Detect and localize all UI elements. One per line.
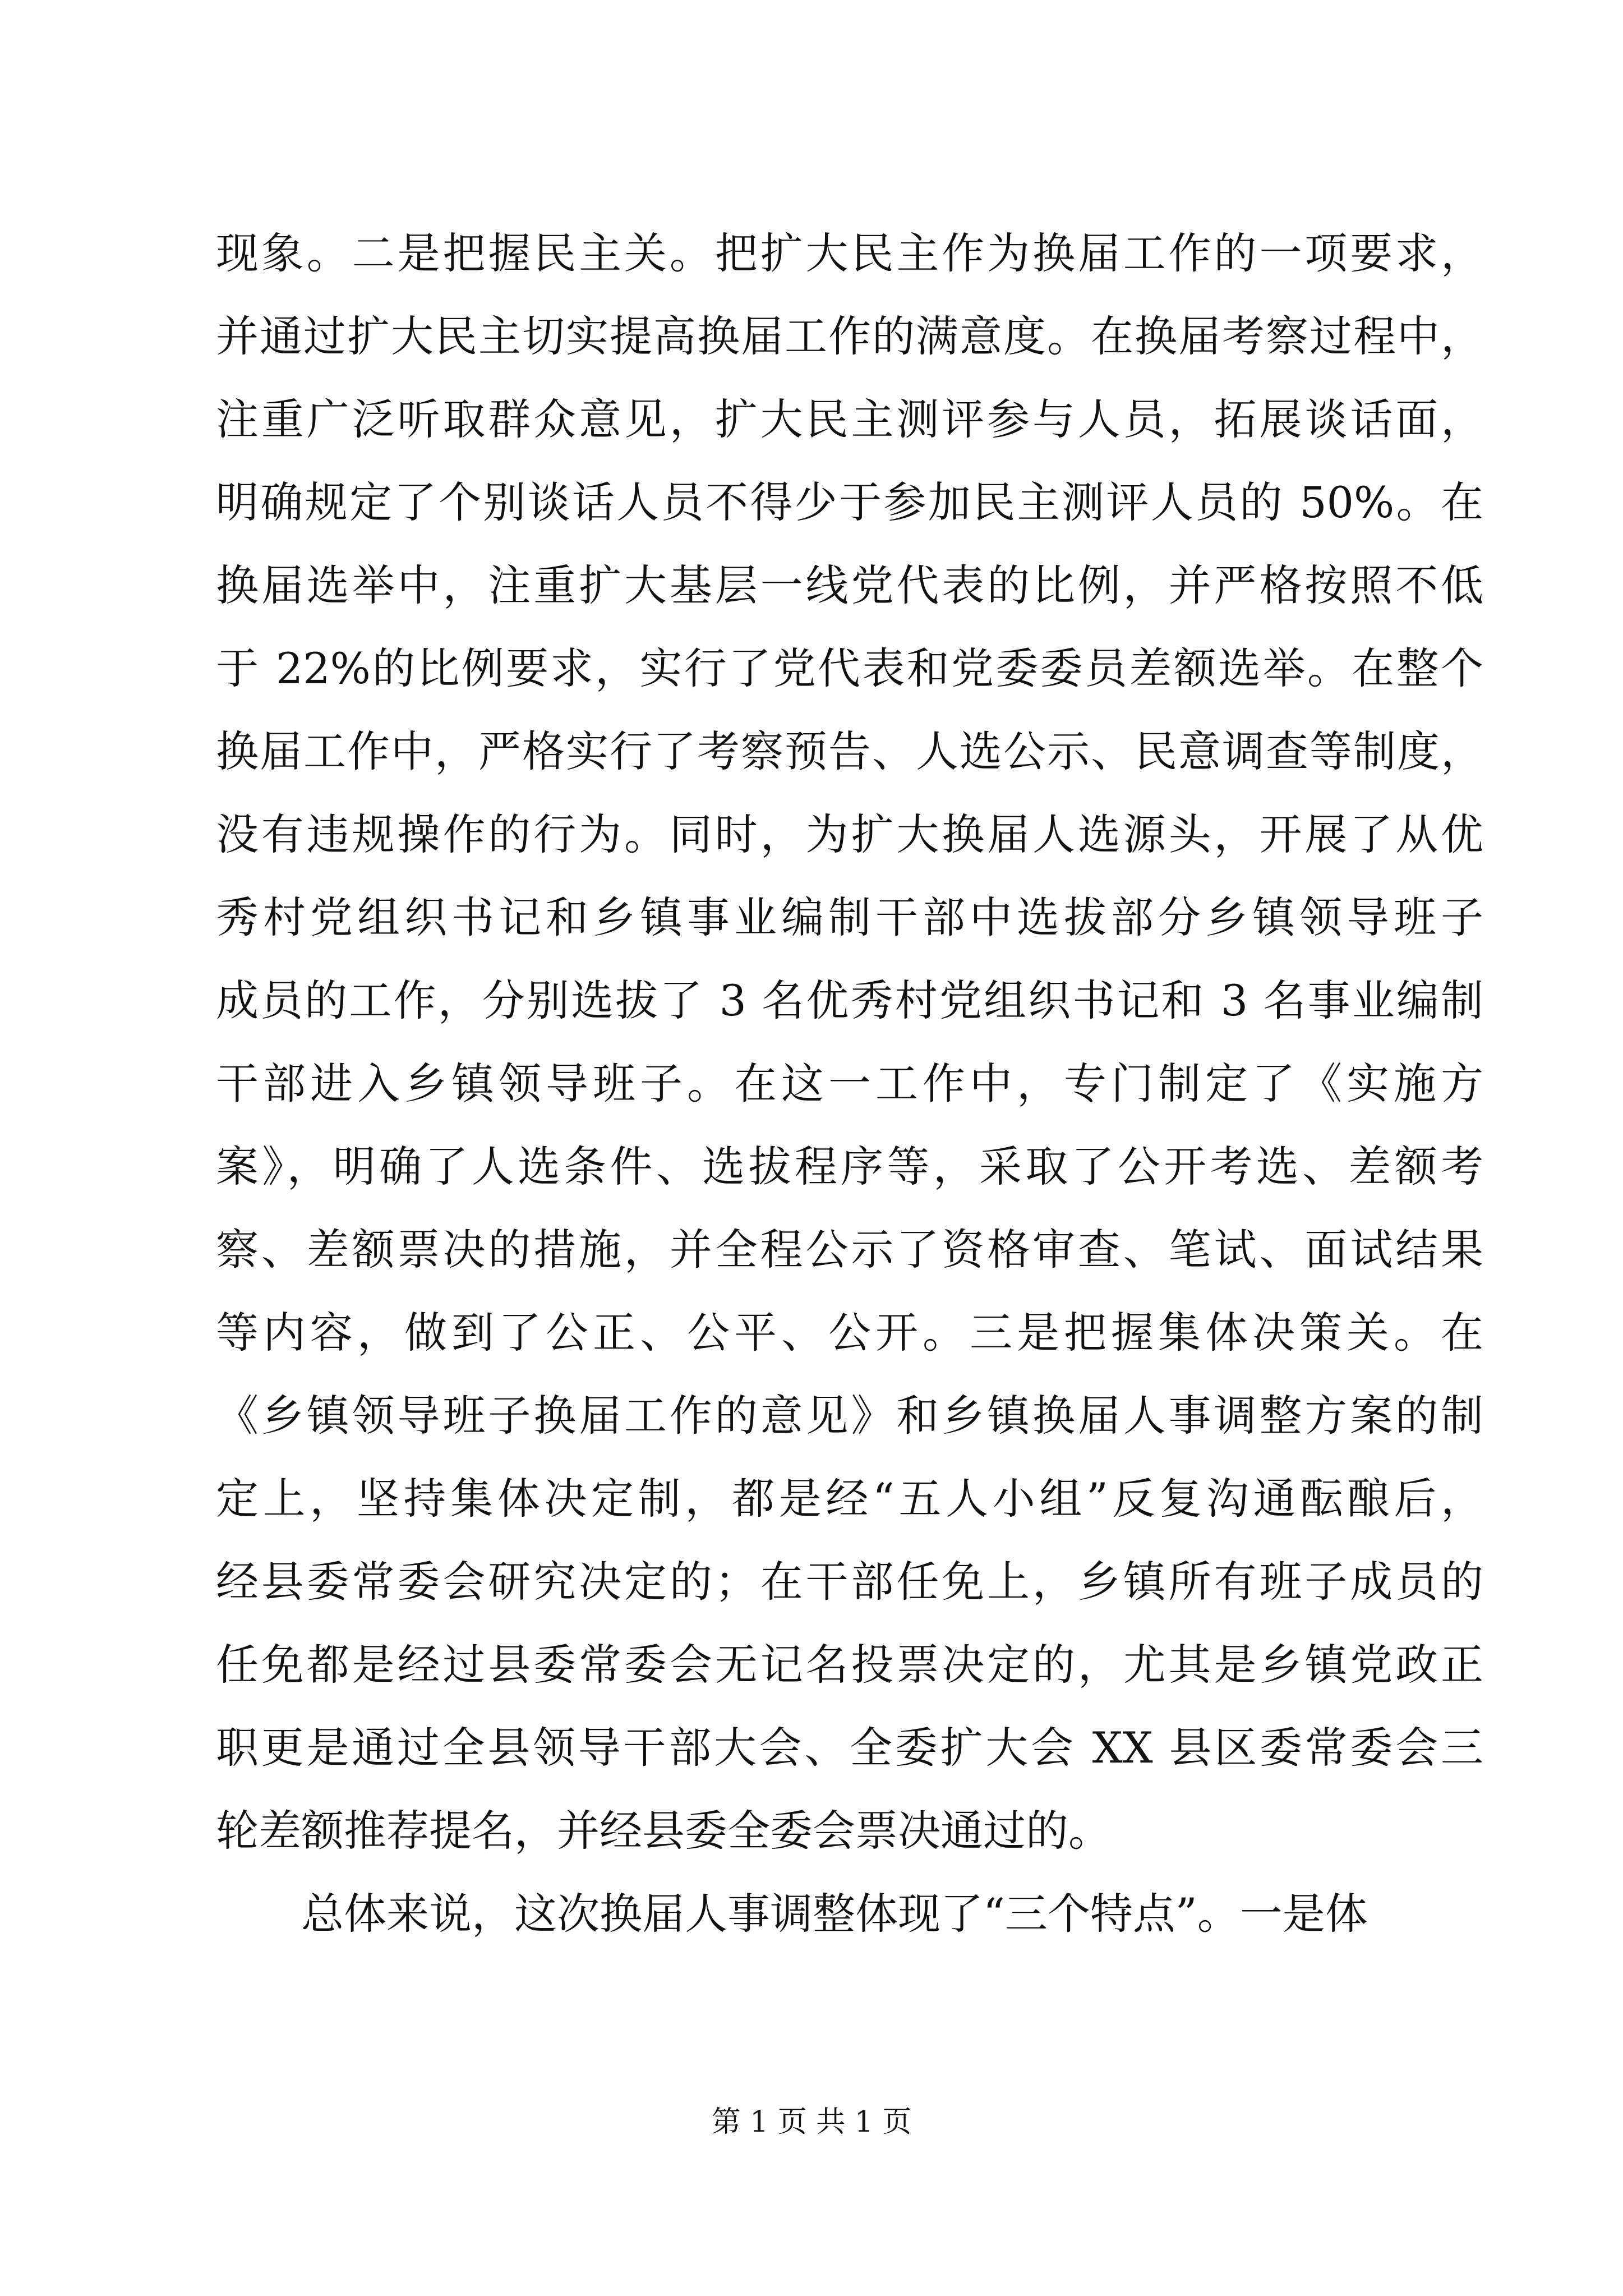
text-line: 没有违规操作的行为。同时，为扩大换届人选源头，开展了从优	[216, 809, 1483, 859]
document-body	[216, 212, 1483, 1955]
text-line: 定上，坚持集体决定制，都是经“五人小组”反复沟通酝酿后，	[216, 1474, 1483, 1524]
text-line: 察、差额票决的措施，并全程公示了资格审查、笔试、面试结果	[216, 1225, 1483, 1274]
text-line: 换届工作中，严格实行了考察预告、人选公示、民意调查等制度，	[216, 726, 1483, 776]
text-line: 干部进入乡镇领导班子。在这一工作中，专门制定了《实施方	[216, 1059, 1483, 1108]
page-footer: 第 1 页 共 1 页	[711, 2105, 912, 2139]
paragraph-end-line: 轮差额推荐提名，并经县委全委会票决通过的。	[216, 1806, 1111, 1856]
text-line: 注重广泛听取群众意见，扩大民主测评参与人员，拓展谈话面，	[216, 394, 1483, 444]
text-line: 经县委常委会研究决定的；在干部任免上，乡镇所有班子成员的	[216, 1557, 1483, 1607]
text-line: 任免都是经过县委常委会无记名投票决定的，尤其是乡镇党政正	[216, 1640, 1483, 1690]
text-line: 并通过扩大民主切实提高换届工作的满意度。在换届考察过程中，	[216, 311, 1483, 361]
text-line: 换届选举中，注重扩大基层一线党代表的比例，并严格按照不低	[216, 560, 1483, 610]
text-line: 《乡镇领导班子换届工作的意见》和乡镇换届人事调整方案的制	[216, 1391, 1483, 1441]
text-line: 明确规定了个别谈话人员不得少于参加民主测评人员的 50%。在	[216, 477, 1483, 527]
text-line: 秀村党组织书记和乡镇事业编制干部中选拔部分乡镇领导班子	[216, 892, 1483, 942]
text-line: 职更是通过全县领导干部大会、全委扩大会 XX 县区委常委会三	[216, 1723, 1483, 1773]
text-line: 成员的工作，分别选拔了 3 名优秀村党组织书记和 3 名事业编制	[216, 976, 1483, 1025]
paragraph-start-line: 总体来说，这次换届人事调整体现了“三个特点”。一是体	[301, 1889, 1368, 1939]
text-line: 于 22%的比例要求，实行了党代表和党委委员差额选举。在整个	[216, 643, 1483, 693]
text-line: 案》，明确了人选条件、选拔程序等，采取了公开考选、差额考	[216, 1142, 1483, 1191]
text-line: 现象。二是把握民主关。把扩大民主作为换届工作的一项要求，	[216, 228, 1483, 278]
text-line: 等内容，做到了公正、公平、公开。三是把握集体决策关。在	[216, 1308, 1483, 1358]
